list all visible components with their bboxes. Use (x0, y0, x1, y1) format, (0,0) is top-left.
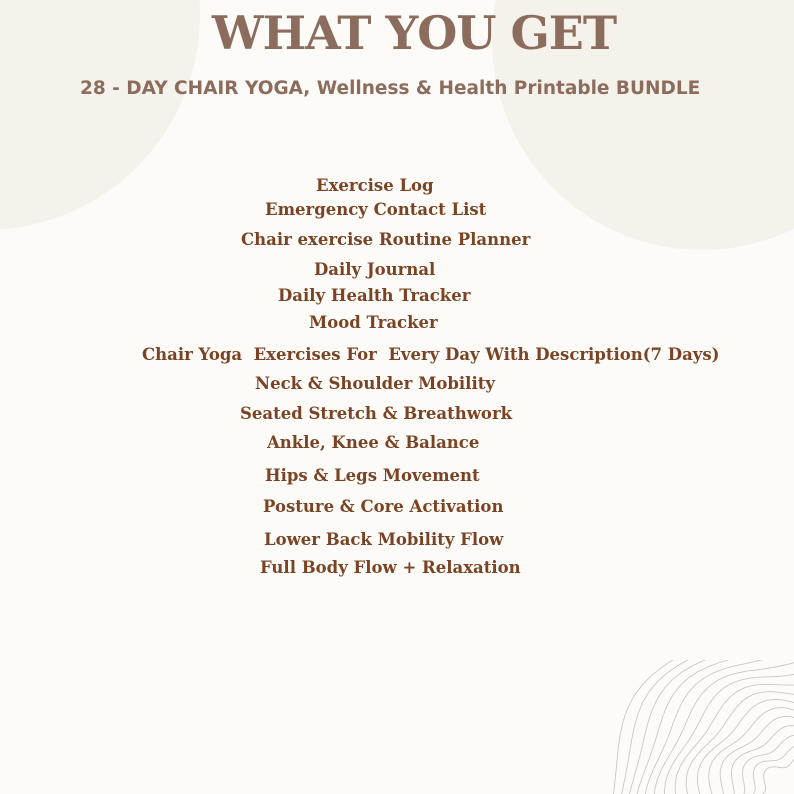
item-posture-core: Posture & Core Activation (263, 497, 504, 516)
item-routine-planner: Chair exercise Routine Planner (241, 230, 531, 249)
wave-line (697, 699, 794, 794)
wave-line (654, 660, 794, 794)
item-emergency-contact-list: Emergency Contact List (265, 200, 487, 219)
wave-line (664, 673, 794, 794)
wave-line (757, 755, 794, 794)
item-daily-health-tracker: Daily Health Tracker (278, 286, 471, 305)
item-full-body-flow: Full Body Flow + Relaxation (260, 558, 521, 577)
wave-line (644, 660, 794, 794)
wave-line (675, 684, 794, 794)
item-lower-back: Lower Back Mobility Flow (264, 530, 504, 549)
item-neck-shoulder: Neck & Shoulder Mobility (255, 374, 495, 393)
bundle-subtitle: 28 - DAY CHAIR YOGA, Wellness & Health Printable BUNDLE (80, 78, 701, 99)
item-mood-tracker: Mood Tracker (309, 313, 438, 332)
wave-line (628, 660, 794, 794)
wave-line (732, 726, 794, 794)
item-exercise-log: Exercise Log (316, 176, 434, 195)
wave-line (613, 660, 794, 794)
wavy-lines-decoration-icon (594, 660, 794, 794)
item-ankle-knee-balance: Ankle, Knee & Balance (267, 433, 480, 452)
wave-line (742, 735, 794, 794)
wave-line (686, 692, 794, 794)
item-chair-yoga-exercises: Chair Yoga Exercises For Every Day With Description(7 Days) (142, 345, 720, 364)
item-hips-legs: Hips & Legs Movement (265, 466, 480, 485)
item-daily-journal: Daily Journal (314, 260, 436, 279)
item-seated-stretch: Seated Stretch & Breathwork (240, 404, 513, 423)
page-title: WHAT YOU GET (211, 6, 617, 60)
